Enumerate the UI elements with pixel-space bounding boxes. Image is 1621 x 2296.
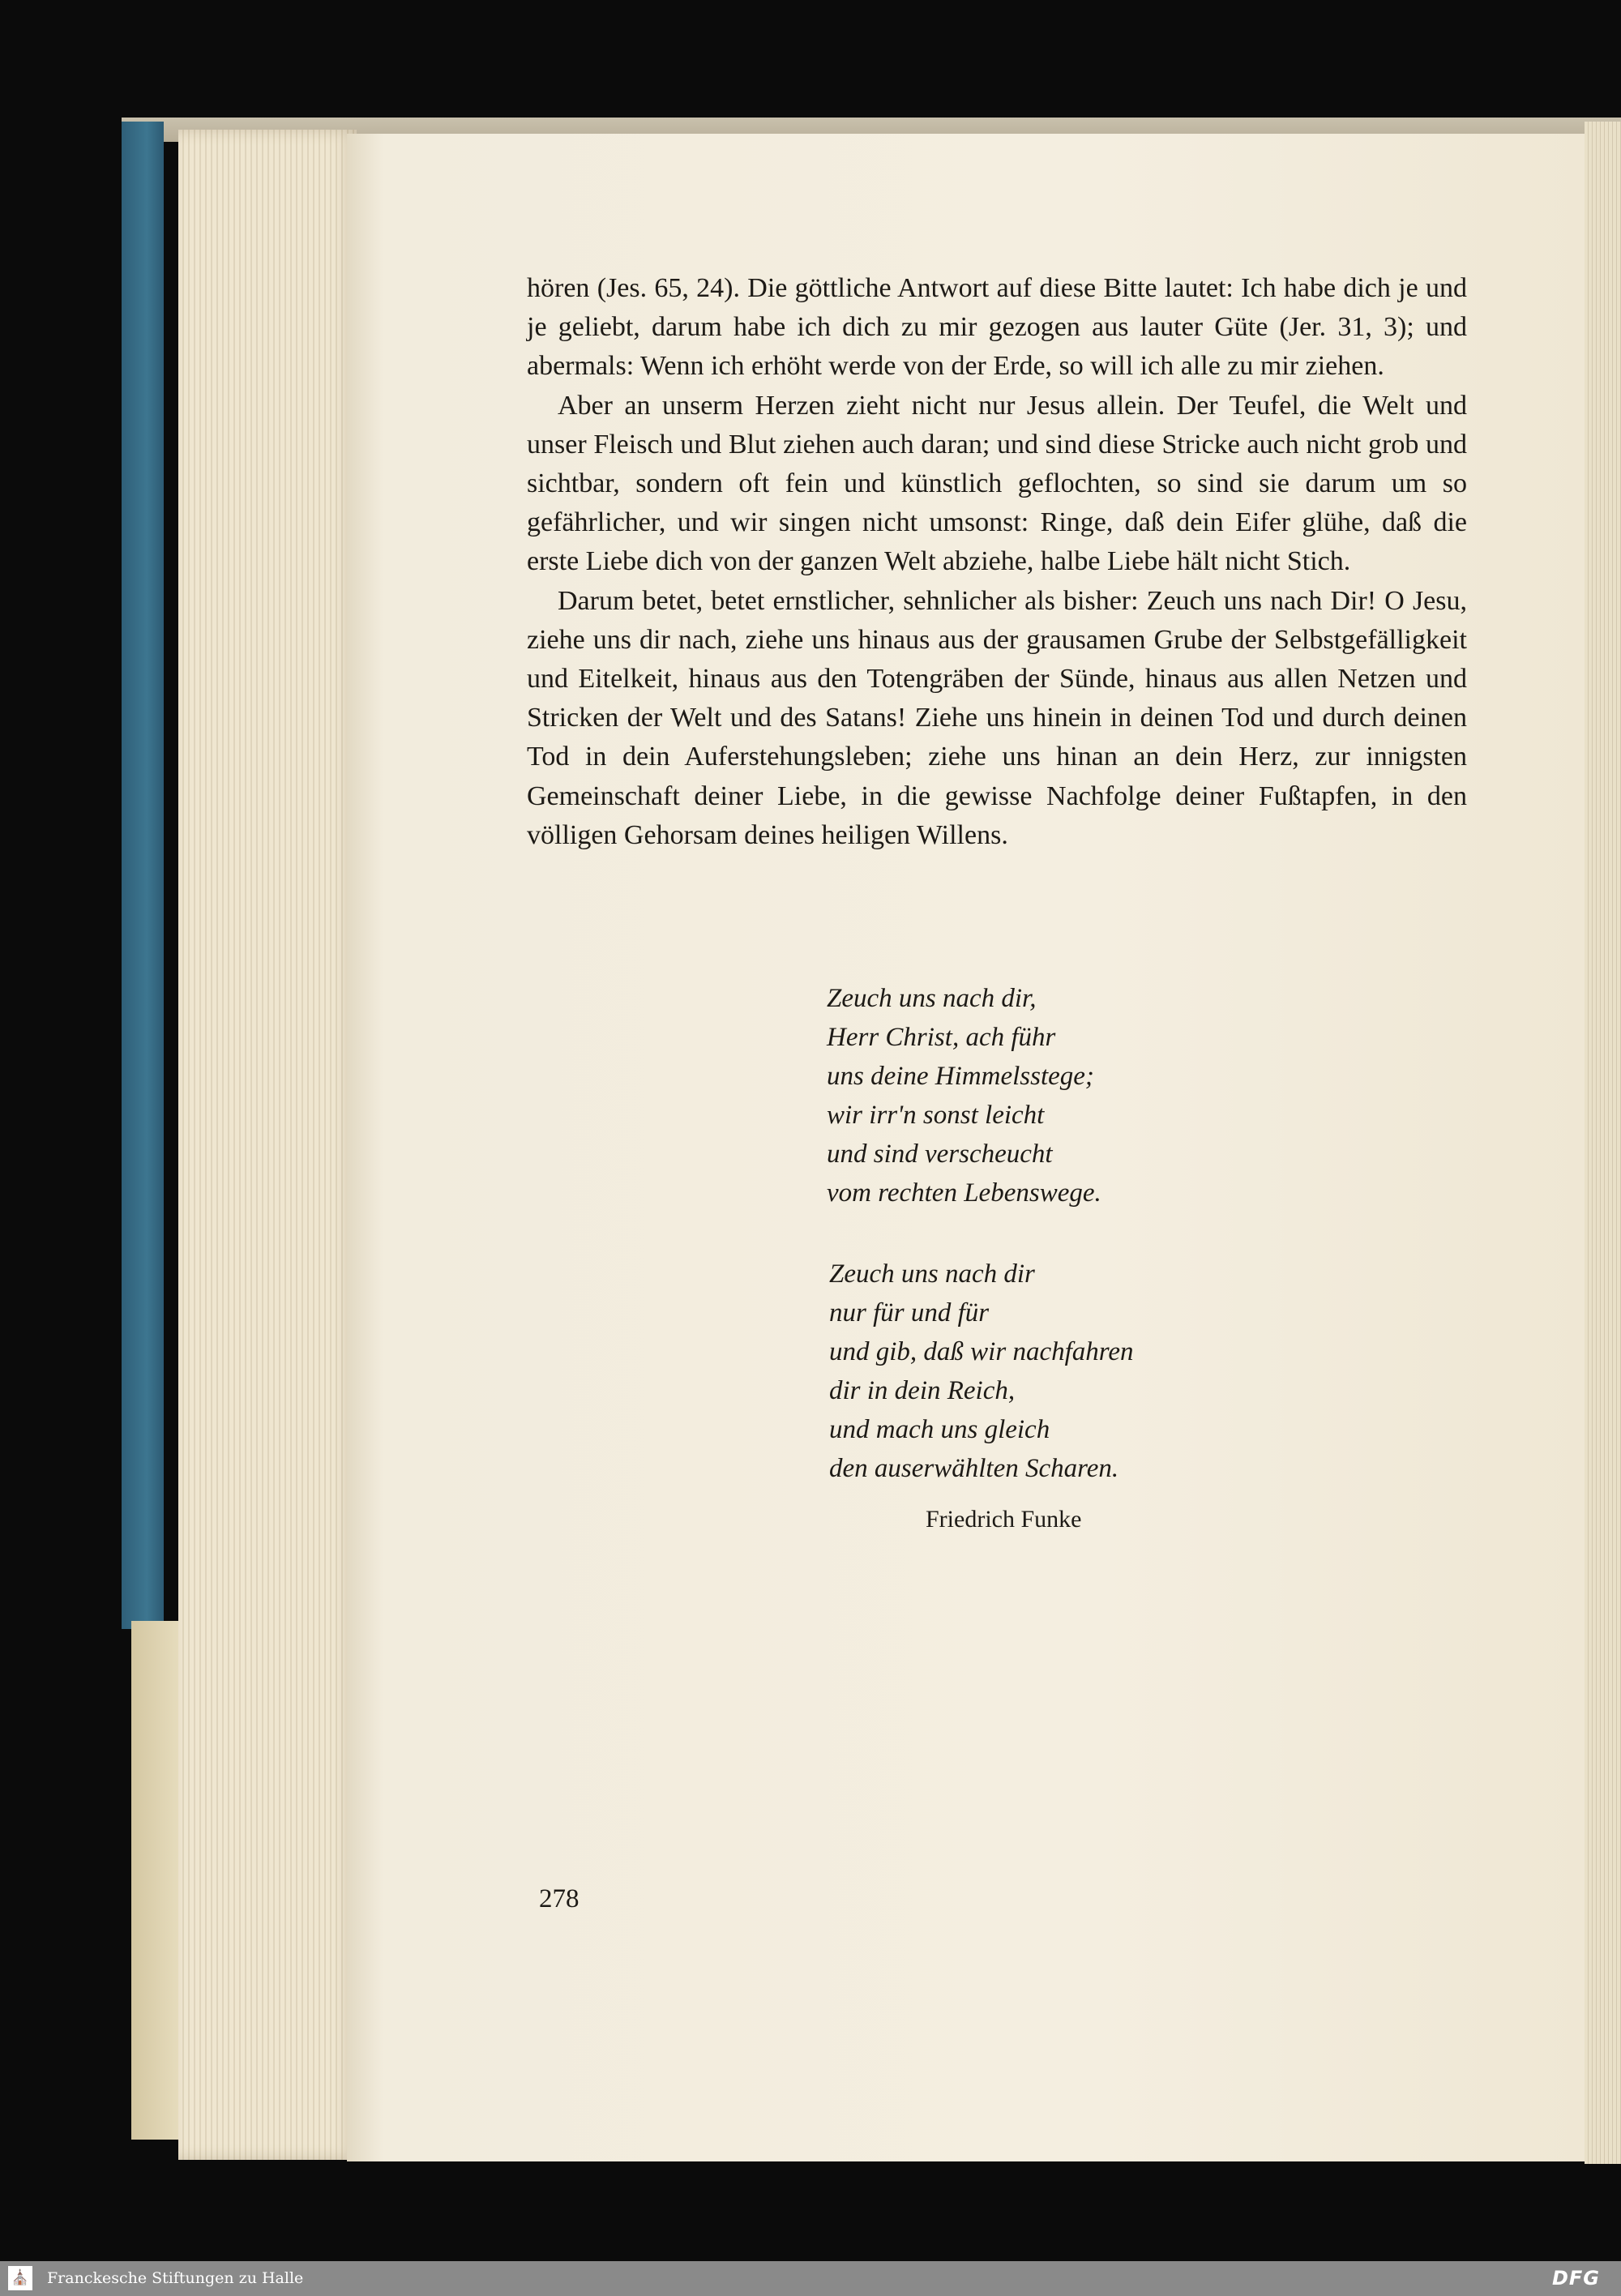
institution-name: Franckesche Stiftungen zu Halle: [47, 2269, 304, 2287]
poem-line: und sind verscheucht: [827, 1139, 1053, 1169]
poem-line: den auserwählten Scharen.: [829, 1454, 1119, 1483]
poem-line: wir irr'n sonst leicht: [827, 1101, 1045, 1130]
poem-line: vom rechten Lebenswege.: [827, 1178, 1101, 1208]
book-spine-cream: [131, 1621, 180, 2140]
right-page-edges: [1585, 122, 1621, 2164]
francke-logo-icon: ⛪: [8, 2266, 32, 2290]
book-spine-blue: [122, 122, 164, 1629]
viewer-footer-bar: [0, 2261, 1621, 2296]
paragraph-2: Aber an unserm Herzen zieht nicht nur Jesus allein. Der Teufel, die Welt und unser Fleisch und Blut ziehen auch daran; und sind diese Stricke auch nicht grob und sichtbar, sondern oft fein und künstlich geflochten, so sind sie darum um so gefährlicher, und wir singen nicht umsonst: Ringe, daß dein Eifer glühe, daß die erste Liebe dich von der ganzen Welt abziehe, halbe Liebe hält nicht Stich.: [527, 390, 1467, 577]
body-text: [527, 269, 1467, 855]
poem-line: und gib, daß wir nachfahren: [829, 1337, 1134, 1366]
poem-author: Friedrich Funke: [926, 1506, 1082, 1533]
poem-line: Zeuch uns nach dir,: [827, 984, 1037, 1013]
dfg-logo: DFG: [1551, 2267, 1600, 2290]
poem-stanza-2: [829, 1255, 1134, 1488]
poem-line: uns deine Himmelsstege;: [827, 1062, 1094, 1091]
poem-line: Zeuch uns nach dir: [829, 1259, 1035, 1289]
poem-line: und mach uns gleich: [829, 1415, 1050, 1444]
poem-line: Herr Christ, ach führ: [827, 1023, 1056, 1052]
poem-line: dir in dein Reich,: [829, 1376, 1016, 1405]
paragraph-3: Darum betet, betet ernstlicher, sehnlicher als bisher: Zeuch uns nach Dir! O Jesu, ziehe uns dir nach, ziehe uns hinaus aus der grausamen Grube der Selbstgefälligkeit und Eitelkeit, hinaus aus den Totengräben der Sünde, hinaus aus allen Netzen und Stricken der Welt und des Satans! Ziehe uns hinein in deinen Tod und durch deinen Tod in dein Auferstehungsleben; ziehe uns hinan an dein Herz, zur innigsten Gemeinschaft deiner Liebe, in die gewisse Nachfolge deiner Fußtapfen, in den völligen Gehorsam deines heiligen Willens.: [527, 585, 1467, 850]
poem-line: nur für und für: [829, 1298, 990, 1328]
poem-stanza-1: [827, 979, 1101, 1212]
left-page-edges: [178, 130, 357, 2160]
paragraph-1: hören (Jes. 65, 24). Die göttliche Antwort auf diese Bitte lautet: Ich habe dich je und je geliebt, darum habe ich dich zu mir gezogen aus lauter Güte (Jer. 31, 3); und abermals: Wenn ich erhöht werde von der Erde, so will ich alle zu mir ziehen.: [527, 273, 1467, 382]
page-number: 278: [539, 1884, 580, 1913]
